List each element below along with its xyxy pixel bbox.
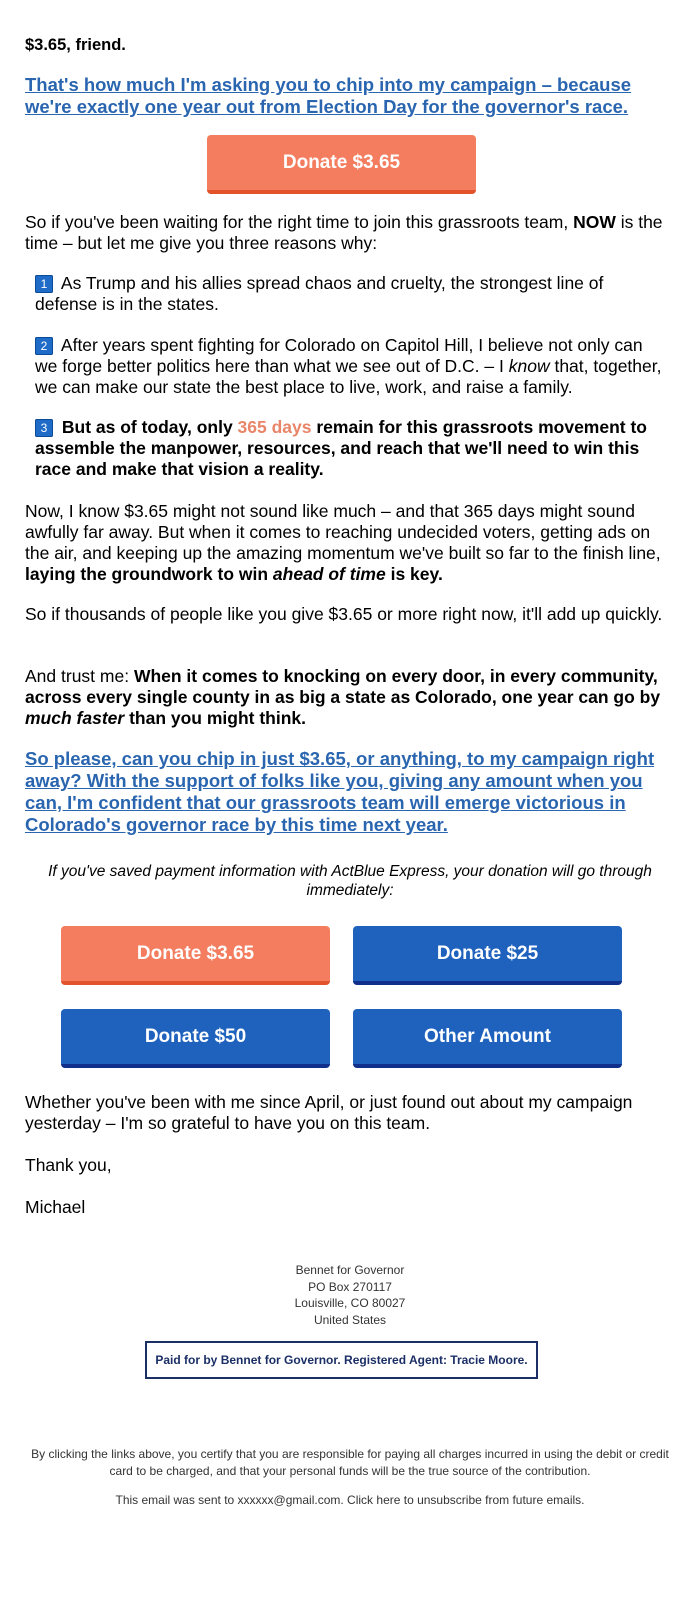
- reason-1: 1 As Trump and his allies spread chaos and cruelty, the strongest line of defense is in the states.: [35, 273, 604, 314]
- actblue-express-note: If you've saved payment information with ActBlue Express, your donation will go through immediately:: [48, 863, 652, 899]
- donate-top-button[interactable]: Donate $3.65: [207, 135, 476, 194]
- footer-city: Louisville, CO 80027: [294, 1296, 406, 1310]
- footer-address: [0, 1262, 700, 1328]
- paragraph-trust-me: And trust me: When it comes to knocking on every door, in every community, across every single county in as big a state as Colorado, one year can go by much faster than you might think.: [25, 666, 661, 728]
- donate-50-button[interactable]: Donate $50: [61, 1009, 330, 1068]
- paragraph-why-now: So if you've been waiting for the right time to join this grassroots team, NOW is the time – but let me give you three reasons why:: [25, 212, 663, 253]
- reason-2: 2 After years spent fighting for Colorado on Capitol Hill, I believe not only can we forge better politics here than what we see out of D.C. – I know that, together, we can make our state the best place to live, work, and raise a family.: [35, 335, 662, 397]
- intro-link-paragraph: [25, 74, 665, 118]
- footer-org: Bennet for Governor: [295, 1263, 405, 1277]
- footer-po: PO Box 270117: [308, 1279, 392, 1294]
- footer-legal: By clicking the links above, you certify that you are responsible for paying all charges incurred in using the debit or credit card to be charged, and that your personal funds will be the true source of the contribution.: [31, 1447, 669, 1478]
- paid-for-box: Paid for by Bennet for Governor. Registered Agent: Tracie Moore.: [145, 1341, 538, 1379]
- reason-3: 3 But as of today, only 365 days remain for this grassroots movement to assemble the manpower, resources, and reach that we'll need to win this race and make that vision a reality.: [35, 417, 647, 479]
- ask-link[interactable]: So please, can you chip in just $3.65, or anything, to my campaign right away? With the support of folks like you, giving any amount when you can, I'm confident that our grassroots team will emerge victorious in Colorado's governor race by this time next year.: [25, 748, 655, 835]
- donate-25-button[interactable]: Donate $25: [353, 926, 622, 985]
- paragraph-grateful: Whether you've been with me since April, or just found out about my campaign yesterday – I'm so grateful to have you on this team.: [25, 1092, 633, 1133]
- footer-unsubscribe[interactable]: This email was sent to xxxxxx@gmail.com. Click here to unsubscribe from future emails.: [115, 1493, 585, 1507]
- signature: Michael: [25, 1197, 86, 1217]
- ask-link-paragraph: [25, 748, 665, 836]
- signoff: Thank you,: [25, 1155, 112, 1175]
- keycap-1-icon: 1: [35, 275, 53, 293]
- other-amount-button[interactable]: Other Amount: [353, 1009, 622, 1068]
- footer-country: United States: [313, 1312, 387, 1327]
- paragraph-thousands: So if thousands of people like you give $3.65 or more right now, it'll add up quickly.: [25, 604, 663, 624]
- greeting: $3.65, friend.: [25, 36, 126, 54]
- paragraph-momentum: Now, I know $3.65 might not sound like much – and that 365 days might sound awfully far away. But when it comes to reaching undecided voters, getting ads on the air, and keeping up the amazing momentum we've built so far to the finish line, laying the groundwork to win ahead of time is key.: [25, 501, 661, 584]
- keycap-3-icon: 3: [35, 419, 53, 437]
- keycap-2-icon: 2: [35, 337, 53, 355]
- intro-link[interactable]: That's how much I'm asking you to chip into my campaign – because we're exactly one year out from Election Day for the governor's race.: [25, 74, 632, 117]
- donate-3-65-button[interactable]: Donate $3.65: [61, 926, 330, 985]
- days-highlight: 365 days: [237, 417, 312, 437]
